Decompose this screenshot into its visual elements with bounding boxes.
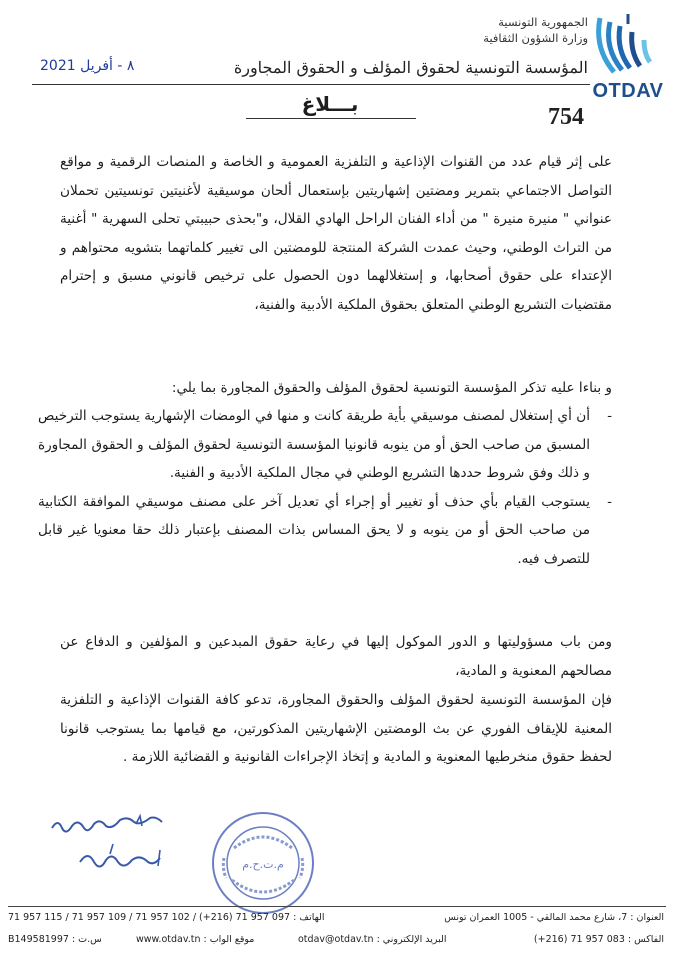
footer-website: موقع الواب : www.otdav.tn (136, 934, 255, 945)
bullet-dash: - (607, 493, 612, 510)
ministry-line-2: وزارة الشؤون الثقافية (483, 31, 588, 45)
handwritten-signature (40, 810, 190, 890)
header-divider (32, 84, 590, 85)
bullet-1-text: أن أي إستغلال لمصنف موسيقي بأية طريقة كانت و منها في الومضات الإشهارية يستوجب الترخيص المسبق من صاحب الحق أو من ينوبه قانونيا المؤسسة التونسية لحقوق المؤلف و الحقوق المجاورة و ذلك وفق شروط حددها التشريع الوطني في مجال الملكية الأدبية و الفنية. (38, 408, 590, 481)
paragraph-4: فإن المؤسسة التونسية لحقوق المؤلف والحقوق المجاورة، تدعو كافة القنوات الإذاعية و التلفزية المعنية للإيقاف الفوري عن بث الومضتين الإشهاريتين المذكورتين، مع قيامها بما يستوجب قانونا لحفظ حقوق منخرطيها المعنوية و المادية و إتخاذ الإجراءات القانونية و القضائية اللازمة . (60, 692, 612, 765)
title-underline (246, 118, 416, 119)
paragraph-1: على إثر قيام عدد من القنوات الإذاعية و التلفزية العمومية و الخاصة و المنصات الرقمية و مواقع التواصل الاجتماعي بتمرير ومضتين إشهاريتين بإستعمال ألحان موسيقية لأغنيتين تونسيتين تحملان عنواني " منيرة منيرة " من أداء الفنان الراحل الهادي القلال، و"بحذى حبيبتي تحلى السهرية " أغنية من التراث الوطني، وحيث عمدت الشركة المنتجة للومضتين الى تغيير كلماتهما بتشويه محتواهم و الإعتداء على حقوق أصحابها، و إستغلالهما دون الحصول على ترخيص قانوني مسبق و إحترام مقتضيات التشريع الوطني المتعلق بحقوق الملكية الأدبية والفنية، (60, 154, 612, 313)
bullet-2-text: يستوجب القيام بأي حذف أو تغيير أو إجراء أي تعديل آخر على مصنف موسيقي الموافقة الكتابية من صاحب الحق أو من ينوبه و لا يحق المساس بذات المصنف بإعتبار ذلك حقا معنويا غير قابل للتصرف فيه. (38, 493, 590, 567)
footer-email: البريد الإلكتروني : otdav@otdav.tn (298, 934, 447, 945)
official-stamp (208, 808, 318, 918)
svg-text:م.ت.ح.م: م.ت.ح.م (242, 858, 284, 871)
footer-fax: الفاكس : 083 957 71 (216+) (533, 934, 664, 945)
otdav-logo-mark (592, 14, 664, 80)
bullet-list (38, 402, 612, 573)
handwritten-date: ٨ - أفريل 2021 (40, 58, 135, 74)
paragraph-2: و بناءا عليه تذكر المؤسسة التونسية لحقوق المؤلف والحقوق المجاورة بما يلي: (171, 380, 612, 396)
footer-tax-id: س.ت : B149581997 (8, 934, 102, 945)
footer-address: العنوان : 7، شارع محمد المالقي - 1005 العمران تونس (444, 912, 664, 923)
paragraph-3: ومن باب مسؤوليتها و الدور الموكول إليها في رعاية حقوق المبدعين و المؤلفين و الدفاع عن مصالحهم المعنوية و المادية، (60, 634, 612, 679)
footer-phone: الهاتف : 097 957 71 (216+) / 102 957 71 / 109 957 71 / 115 957 71 (8, 912, 325, 923)
ministry-heading (483, 14, 588, 46)
reference-number: 754 (548, 104, 584, 130)
otdav-logo (592, 14, 664, 106)
ministry-line-1: الجمهورية التونسية (498, 15, 588, 29)
logo-text: OTDAV (592, 80, 664, 102)
bullet-dash: - (607, 408, 612, 424)
organization-name: المؤسسة التونسية لحقوق المؤلف و الحقوق المجاورة (233, 58, 588, 77)
list-item (38, 402, 612, 488)
footer-divider (8, 906, 666, 907)
document-title: بـــلاغ (301, 92, 359, 116)
list-item (38, 488, 612, 574)
